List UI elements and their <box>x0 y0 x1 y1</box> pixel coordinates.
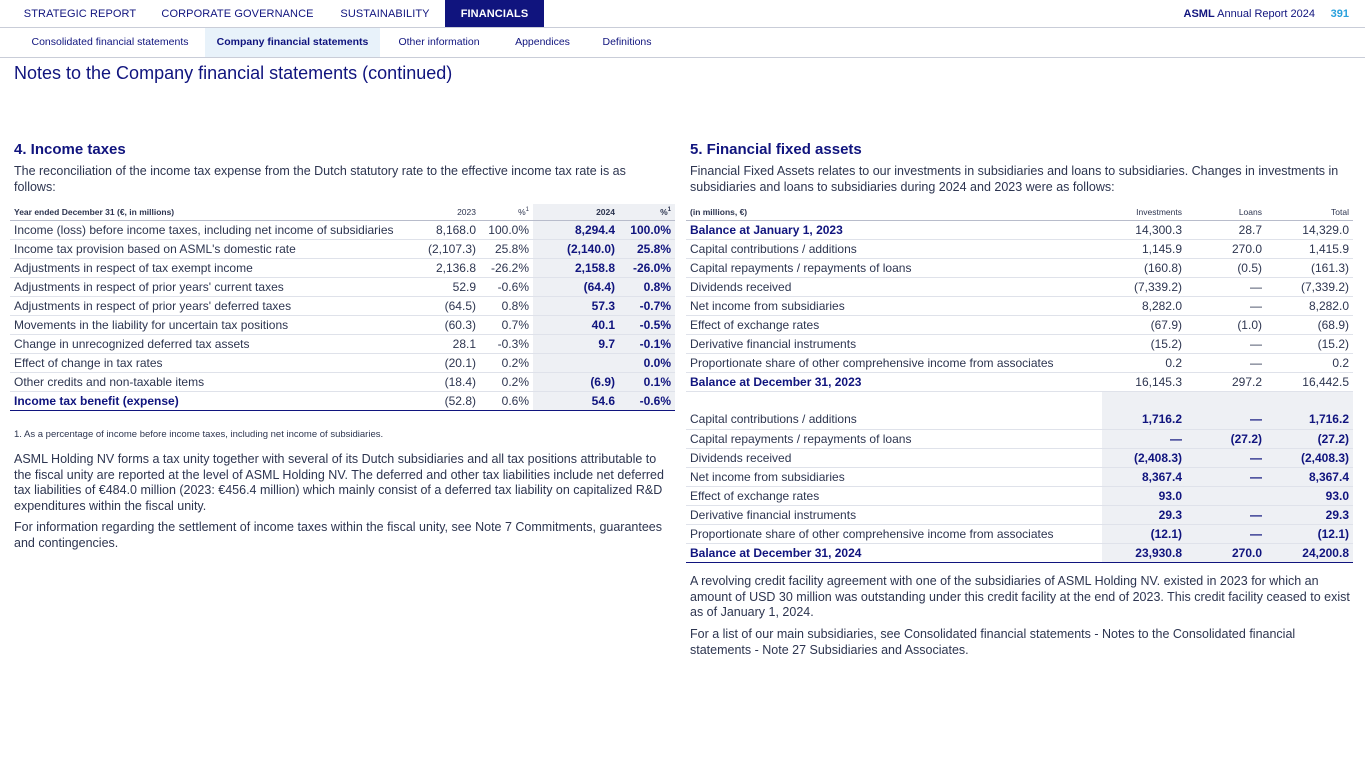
cell-pct-2024: 0.1% <box>619 372 675 391</box>
row-label: Other credits and non-taxable items <box>10 372 415 391</box>
cell-total: (12.1) <box>1266 524 1353 543</box>
table-row <box>686 277 1353 296</box>
cell-total: (7,339.2) <box>1266 277 1353 296</box>
cell-pct-2024: -0.7% <box>619 296 675 315</box>
cell-total: (2,408.3) <box>1266 448 1353 467</box>
col-header-total: Total <box>1266 204 1353 220</box>
table-row <box>686 239 1353 258</box>
cell-2024: 40.1 <box>533 315 619 334</box>
table-row <box>10 334 675 353</box>
table-row <box>10 296 675 315</box>
cell-investments: 23,930.8 <box>1102 543 1186 562</box>
table-row-balance-jan-2023 <box>686 220 1353 239</box>
sub-navigation <box>0 28 1365 58</box>
cell-2023: (52.8) <box>415 391 480 410</box>
cell-total: (15.2) <box>1266 334 1353 353</box>
financial-fixed-assets-intro: Financial Fixed Assets relates to our investments in subsidiaries and loans to subsidiaries. Changes in investments in subsidiaries and loans to subsidiaries during 2024 and 2023 were as follows: <box>690 164 1339 194</box>
cell-loans: — <box>1186 505 1266 524</box>
subtab-other-information[interactable]: Other information <box>398 36 480 48</box>
cell-loans: — <box>1186 448 1266 467</box>
credit-facility-paragraph: A revolving credit facility agreement with one of the subsidiaries of ASML Holding NV. existed in 2023 for which an amount of USD 30 million was outstanding under this credit facility at the end of 2023. This credit facility ceased to exist as of January 1, 2024. <box>690 574 1350 619</box>
cell-2023: (20.1) <box>415 353 480 372</box>
cell-2023: (18.4) <box>415 372 480 391</box>
cell-2023: 8,168.0 <box>415 220 480 239</box>
col-header-loans: Loans <box>1186 204 1266 220</box>
cell-investments: 29.3 <box>1102 505 1186 524</box>
cell-investments: 8,282.0 <box>1102 296 1186 315</box>
cell-pct-2023: 100.0% <box>480 220 533 239</box>
cell-pct-2023: 25.8% <box>480 239 533 258</box>
col-header-2023: 2023 <box>415 204 480 220</box>
table-row <box>686 486 1353 505</box>
cell-total: (68.9) <box>1266 315 1353 334</box>
table-row <box>686 429 1353 448</box>
cell-investments: 16,145.3 <box>1102 372 1186 391</box>
cell-pct-2024: -0.5% <box>619 315 675 334</box>
cell-total: 16,442.5 <box>1266 372 1353 391</box>
cell-loans: (1.0) <box>1186 315 1266 334</box>
cell-investments: (7,339.2) <box>1102 277 1186 296</box>
row-label: Proportionate share of other comprehensive income from associates <box>686 524 1102 543</box>
row-label: Effect of change in tax rates <box>10 353 415 372</box>
cell-pct-2024: -26.0% <box>619 258 675 277</box>
cell-2024 <box>533 353 619 372</box>
tab-financials[interactable]: FINANCIALS <box>445 0 544 27</box>
cell-2024: (6.9) <box>533 372 619 391</box>
row-label: Derivative financial instruments <box>686 505 1102 524</box>
cell-loans: (27.2) <box>1186 429 1266 448</box>
cell-pct-2023: -0.3% <box>480 334 533 353</box>
cell-total: 0.2 <box>1266 353 1353 372</box>
tax-unity-paragraph: ASML Holding NV forms a tax unity together with several of its Dutch subsidiaries and all tax positions attributable to the fiscal unity are reported at the level of ASML Holding NV. The deferred and other tax liabilities include net deferred tax liabilities of €484.0 million (2023: €456.4 million) which mainly consist of a deferred tax liability on capitalized R&D expenditures within the fiscal unity. <box>14 452 664 513</box>
row-label: Balance at December 31, 2023 <box>686 372 1102 391</box>
cell-pct-2024: 25.8% <box>619 239 675 258</box>
cell-2023: 52.9 <box>415 277 480 296</box>
row-label: Capital contributions / additions <box>686 239 1102 258</box>
row-label: Effect of exchange rates <box>686 315 1102 334</box>
cell-investments: 8,367.4 <box>1102 467 1186 486</box>
cell-investments: 1,145.9 <box>1102 239 1186 258</box>
tab-strategic-report[interactable]: STRATEGIC REPORT <box>23 8 137 20</box>
tax-settlement-paragraph: For information regarding the settlement of income taxes within the fiscal unity, see Note 7 Commitments, guarantees and contingencies. <box>14 520 662 550</box>
cell-total: 8,367.4 <box>1266 467 1353 486</box>
table-row <box>686 334 1353 353</box>
subtab-consolidated-financial-statements[interactable]: Consolidated financial statements <box>31 36 189 48</box>
row-label: Income tax benefit (expense) <box>10 391 415 410</box>
cell-loans <box>1186 486 1266 505</box>
cell-pct-2024: -0.1% <box>619 334 675 353</box>
table-row <box>10 220 675 239</box>
row-label: Income (loss) before income taxes, including net income of subsidiaries <box>10 220 415 239</box>
pct-label: % <box>660 206 668 217</box>
col-header-2024: 2024 <box>533 204 619 220</box>
row-label: Capital repayments / repayments of loans <box>686 258 1102 277</box>
col-header-pct-2024: %$^1$ <box>619 204 675 220</box>
table-row <box>10 372 675 391</box>
cell-investments: — <box>1102 429 1186 448</box>
table-row <box>10 277 675 296</box>
cell-2024: 2,158.8 <box>533 258 619 277</box>
cell-pct-2024: 100.0% <box>619 220 675 239</box>
cell-pct-2023: 0.2% <box>480 353 533 372</box>
table-row <box>686 448 1353 467</box>
cell-2024: (2,140.0) <box>533 239 619 258</box>
cell-2023: (64.5) <box>415 296 480 315</box>
table-row <box>10 258 675 277</box>
cell-pct-2024: 0.0% <box>619 353 675 372</box>
row-label: Dividends received <box>686 277 1102 296</box>
cell-pct-2023: -26.2% <box>480 258 533 277</box>
cell-loans: 28.7 <box>1186 220 1266 239</box>
cell-pct-2023: 0.7% <box>480 315 533 334</box>
cell-investments: (67.9) <box>1102 315 1186 334</box>
table-row-total <box>10 391 675 410</box>
cell-loans: — <box>1186 410 1266 429</box>
cell-loans: — <box>1186 353 1266 372</box>
cell-investments: 1,716.2 <box>1102 410 1186 429</box>
cell-total: 1,415.9 <box>1266 239 1353 258</box>
cell-total: 29.3 <box>1266 505 1353 524</box>
row-label: Adjustments in respect of tax exempt income <box>10 258 415 277</box>
cell-investments: (2,408.3) <box>1102 448 1186 467</box>
col-header-investments: Investments <box>1102 204 1186 220</box>
table-row <box>10 353 675 372</box>
row-label: Net income from subsidiaries <box>686 467 1102 486</box>
row-label: Adjustments in respect of prior years' current taxes <box>10 277 415 296</box>
cell-loans: 270.0 <box>1186 239 1266 258</box>
row-label: Effect of exchange rates <box>686 486 1102 505</box>
report-brand <box>1184 0 1315 29</box>
cell-loans: — <box>1186 524 1266 543</box>
cell-investments: 14,300.3 <box>1102 220 1186 239</box>
page-number: 391 <box>1330 8 1349 20</box>
cell-pct-2024: -0.6% <box>619 391 675 410</box>
table-row <box>686 524 1353 543</box>
row-label: Income tax provision based on ASML's domestic rate <box>10 239 415 258</box>
table-row <box>686 315 1353 334</box>
income-tax-reconciliation-table <box>10 204 675 411</box>
cell-investments: (15.2) <box>1102 334 1186 353</box>
cell-2023: 28.1 <box>415 334 480 353</box>
income-taxes-intro: The reconciliation of the income tax expense from the Dutch statutory rate to the effective income tax rate is as follows: <box>14 164 626 194</box>
cell-total: 24,200.8 <box>1266 543 1353 562</box>
tab-corporate-governance[interactable]: CORPORATE GOVERNANCE <box>161 8 314 20</box>
cell-loans: — <box>1186 296 1266 315</box>
row-label: Capital repayments / repayments of loans <box>686 429 1102 448</box>
cell-pct-2023: 0.8% <box>480 296 533 315</box>
cell-pct-2023: -0.6% <box>480 277 533 296</box>
col-header-year: Year ended December 31 (€, in millions) <box>10 204 415 220</box>
subtab-appendices[interactable]: Appendices <box>515 36 570 48</box>
table-row <box>686 410 1353 429</box>
page-title: Notes to the Company financial statements (continued) <box>14 63 453 83</box>
cell-2024: (64.4) <box>533 277 619 296</box>
row-label: Derivative financial instruments <box>686 334 1102 353</box>
cell-2023: 2,136.8 <box>415 258 480 277</box>
row-label: Balance at January 1, 2023 <box>686 220 1102 239</box>
col-header-pct-2023: %$^1$ <box>480 204 533 220</box>
cell-total: (27.2) <box>1266 429 1353 448</box>
cell-pct-2023: 0.2% <box>480 372 533 391</box>
cell-total: 1,716.2 <box>1266 410 1353 429</box>
cell-2024: 54.6 <box>533 391 619 410</box>
cell-total: 14,329.0 <box>1266 220 1353 239</box>
col-header-units: (in millions, €) <box>686 204 1102 220</box>
cell-investments: (12.1) <box>1102 524 1186 543</box>
brand-name: ASML <box>1183 8 1215 20</box>
tab-sustainability[interactable]: SUSTAINABILITY <box>340 8 430 20</box>
cell-loans: (0.5) <box>1186 258 1266 277</box>
subsidiaries-paragraph: For a list of our main subsidiaries, see Consolidated financial statements - Notes to the Consolidated financial statements - Note 27 Subsidiaries and Associates. <box>690 627 1296 657</box>
cell-total: (161.3) <box>1266 258 1353 277</box>
table-row <box>10 239 675 258</box>
row-label: Adjustments in respect of prior years' deferred taxes <box>10 296 415 315</box>
cell-2023: (60.3) <box>415 315 480 334</box>
table-row <box>686 353 1353 372</box>
cell-loans: — <box>1186 467 1266 486</box>
table-row <box>686 296 1353 315</box>
table-row <box>686 258 1353 277</box>
pct-label: % <box>518 206 526 217</box>
brand-report-title: Annual Report 2024 <box>1214 8 1315 20</box>
income-taxes-heading: 4. Income taxes <box>14 141 126 158</box>
table-row-balance-dec-2023 <box>686 372 1353 391</box>
cell-investments: (160.8) <box>1102 258 1186 277</box>
row-label: Change in unrecognized deferred tax assets <box>10 334 415 353</box>
table-row-balance-dec-2024 <box>686 543 1353 562</box>
cell-pct-2024: 0.8% <box>619 277 675 296</box>
table-row <box>686 505 1353 524</box>
subtab-company-financial-statements[interactable]: Company financial statements <box>205 28 380 57</box>
cell-loans: — <box>1186 334 1266 353</box>
cell-2024: 9.7 <box>533 334 619 353</box>
table-row <box>686 467 1353 486</box>
row-label: Movements in the liability for uncertain tax positions <box>10 315 415 334</box>
table-row <box>10 315 675 334</box>
table-spacer <box>686 391 1353 410</box>
subtab-definitions[interactable]: Definitions <box>602 36 652 48</box>
cell-investments: 0.2 <box>1102 353 1186 372</box>
cell-loans: 270.0 <box>1186 543 1266 562</box>
cell-total: 8,282.0 <box>1266 296 1353 315</box>
top-navigation <box>0 0 1365 28</box>
cell-pct-2023: 0.6% <box>480 391 533 410</box>
row-label: Net income from subsidiaries <box>686 296 1102 315</box>
cell-2024: 8,294.4 <box>533 220 619 239</box>
row-label: Balance at December 31, 2024 <box>686 543 1102 562</box>
cell-loans: 297.2 <box>1186 372 1266 391</box>
row-label: Dividends received <box>686 448 1102 467</box>
row-label: Capital contributions / additions <box>686 410 1102 429</box>
financial-fixed-assets-table <box>686 204 1353 563</box>
cell-total: 93.0 <box>1266 486 1353 505</box>
income-taxes-footnote: 1. As a percentage of income before income taxes, including net income of subsidiaries. <box>14 429 384 440</box>
cell-2024: 57.3 <box>533 296 619 315</box>
cell-2023: (2,107.3) <box>415 239 480 258</box>
cell-investments: 93.0 <box>1102 486 1186 505</box>
row-label: Proportionate share of other comprehensive income from associates <box>686 353 1102 372</box>
financial-fixed-assets-heading: 5. Financial fixed assets <box>690 141 862 158</box>
cell-loans: — <box>1186 277 1266 296</box>
